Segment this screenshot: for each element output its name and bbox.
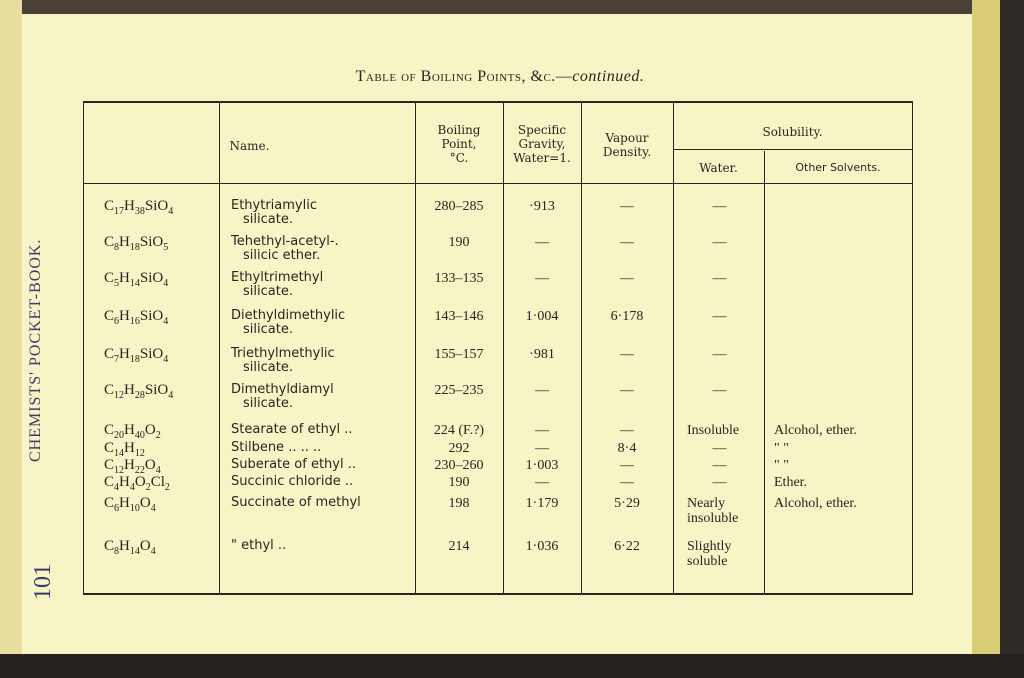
name-line: Succinate of methyl: [231, 495, 361, 510]
water-line: —: [712, 309, 727, 324]
header-water: Water.: [699, 161, 738, 175]
specific-gravity: —: [535, 235, 549, 250]
specific-gravity: 1·004: [525, 309, 559, 324]
formula-cell: $C_6H_{10}O_4$: [104, 495, 156, 514]
compound-name: [231, 347, 415, 375]
boiling-point: 225–235: [434, 383, 484, 398]
water-line: soluble: [687, 554, 728, 569]
water-solubility: [675, 199, 764, 214]
name-line: silicate.: [243, 212, 293, 227]
water-solubility: [675, 496, 776, 526]
water-solubility: [675, 423, 776, 438]
header-line: Vapour: [605, 131, 649, 145]
vapour-density: 6·22: [614, 539, 640, 554]
column-rule: [764, 151, 765, 593]
water-line: —: [712, 441, 727, 456]
vapour-density: —: [620, 475, 634, 490]
name-line: Triethylmethylic: [231, 346, 335, 361]
specific-gravity: 1·003: [525, 458, 559, 473]
page-number: 101: [30, 564, 56, 600]
caption-main: Table of Boiling Points, &c.—: [355, 68, 573, 85]
table-caption: [90, 68, 910, 86]
water-line: Slightly: [687, 539, 732, 554]
boiling-point: 224 (F.?): [433, 423, 485, 438]
header-specific-gravity: [503, 123, 581, 165]
specific-gravity: ·981: [529, 347, 555, 362]
page-top-edge: [0, 0, 990, 14]
other-solvents: " ": [774, 441, 789, 456]
water-line: —: [712, 235, 727, 250]
compound-name: [231, 441, 415, 455]
header-line: Gravity,: [518, 137, 566, 151]
page-left-edge: [0, 0, 22, 660]
vapour-density: —: [620, 458, 634, 473]
other-solvents: " ": [774, 458, 789, 473]
compound-name: [231, 539, 415, 553]
header-line: Boiling: [437, 123, 481, 137]
water-solubility: [675, 475, 764, 490]
header-boiling-point: [415, 123, 503, 165]
boiling-point: 143–146: [434, 309, 484, 324]
boiling-point: 133–135: [434, 271, 484, 286]
specific-gravity: —: [535, 441, 549, 456]
water-line: —: [712, 199, 727, 214]
name-line: silicate.: [243, 322, 293, 337]
other-solvents: Alcohol, ether.: [774, 423, 857, 438]
boiling-point: 214: [448, 539, 470, 554]
water-solubility: [675, 309, 764, 324]
vapour-density: 6·178: [610, 309, 644, 324]
water-solubility: [675, 441, 764, 456]
header-other-solvents: Other Solvents.: [795, 161, 881, 174]
water-solubility: [675, 539, 776, 569]
name-line: silicate.: [243, 284, 293, 299]
vapour-density: —: [620, 423, 634, 438]
compound-name: [231, 496, 415, 510]
water-solubility: [675, 271, 764, 286]
specific-gravity: 1·179: [525, 496, 559, 511]
compound-name: [231, 271, 415, 299]
compound-name: [231, 235, 415, 263]
book-title: CHEMISTS' POCKET-BOOK.: [27, 238, 44, 462]
boiling-point: 280–285: [434, 199, 484, 214]
formula-cell: $C_{20}H_{40}O_2$: [104, 422, 161, 441]
formula-cell: $C_{12}H_{28}SiO_4$: [104, 382, 174, 401]
name-line: Dimethyldiamyl: [231, 382, 334, 397]
water-solubility: [675, 235, 764, 250]
compound-name: [231, 458, 415, 472]
water-line: Insoluble: [687, 423, 740, 438]
formula-cell: $C_7H_{18}SiO_4$: [104, 346, 169, 365]
vapour-density: 8·4: [617, 441, 637, 456]
solubility-rule: [673, 149, 912, 150]
boiling-point: 292: [448, 441, 470, 456]
specific-gravity: —: [535, 383, 549, 398]
water-line: insoluble: [687, 511, 739, 526]
water-line: —: [712, 271, 727, 286]
boiling-points-table: [83, 101, 913, 595]
formula-cell: $C_8H_{18}SiO_5$: [104, 234, 169, 253]
name-line: silicic ether.: [243, 248, 321, 263]
vapour-density: —: [620, 347, 634, 362]
water-line: —: [712, 347, 727, 362]
vapour-density: —: [620, 235, 634, 250]
name-line: Diethyldimethylic: [231, 308, 346, 323]
name-line: silicate.: [243, 360, 293, 375]
specific-gravity: —: [535, 423, 549, 438]
name-line: Suberate of ethyl ..: [231, 457, 356, 472]
specific-gravity: —: [535, 475, 549, 490]
header-line: Water=1.: [513, 151, 571, 165]
formula-cell: $C_{14}H_{12}$: [104, 440, 145, 459]
water-solubility: [675, 383, 764, 398]
boiling-point: 190: [448, 475, 470, 490]
column-rule: [219, 103, 220, 593]
compound-name: [231, 309, 415, 337]
boiling-point: 230–260: [434, 458, 484, 473]
name-line: silicate.: [243, 396, 293, 411]
name-line: Succinic chloride ..: [231, 474, 354, 489]
specific-gravity: —: [535, 271, 549, 286]
header-line: Density.: [602, 145, 652, 159]
compound-name: [231, 199, 415, 227]
formula-cell: $C_8H_{14}O_4$: [104, 538, 156, 557]
formula-cell: $C_5H_{14}SiO_4$: [104, 270, 169, 289]
boiling-point: 198: [448, 496, 470, 511]
header-line: °C.: [449, 151, 469, 165]
name-line: Stearate of ethyl ..: [231, 422, 353, 437]
column-rule: [673, 103, 674, 593]
running-header: [23, 200, 63, 620]
name-line: Ethytriamylic: [231, 198, 317, 213]
water-line: —: [712, 383, 727, 398]
vapour-density: —: [620, 271, 634, 286]
water-solubility: [675, 458, 764, 473]
formula-cell: $C_6H_{16}SiO_4$: [104, 308, 169, 327]
boiling-point: 190: [448, 235, 470, 250]
name-line: " ethyl ..: [231, 538, 287, 553]
other-solvents: Ether.: [774, 475, 808, 490]
water-line: —: [712, 475, 727, 490]
vapour-density: 5·29: [614, 496, 640, 511]
header-name: Name.: [229, 139, 270, 153]
header-vapour-density: [581, 131, 673, 159]
page-right-edge: [972, 0, 1000, 660]
name-line: Ethyltrimethyl: [231, 270, 324, 285]
specific-gravity: 1·036: [525, 539, 559, 554]
formula-cell: $C_{12}H_{22}O_4$: [104, 457, 161, 476]
water-line: —: [712, 458, 727, 473]
vapour-density: —: [620, 199, 634, 214]
header-rule: [84, 183, 912, 184]
name-line: Stilbene .. .. ..: [231, 440, 322, 455]
compound-name: [231, 475, 415, 489]
vapour-density: —: [620, 383, 634, 398]
name-line: Tehethyl-acetyl-.: [231, 234, 339, 249]
header-line: Specific: [517, 123, 567, 137]
formula-cell: $C_{17}H_{38}SiO_4$: [104, 198, 174, 217]
water-line: Nearly: [687, 496, 726, 511]
specific-gravity: ·913: [529, 199, 555, 214]
compound-name: [231, 383, 415, 411]
other-solvents: Alcohol, ether.: [774, 496, 857, 511]
water-solubility: [675, 347, 764, 362]
compound-name: [231, 423, 415, 437]
formula-cell: $C_4H_4O_2Cl_2$: [104, 474, 170, 493]
page-bottom-edge: [0, 654, 1024, 678]
boiling-point: 155–157: [434, 347, 484, 362]
header-solubility: Solubility.: [762, 125, 823, 139]
header-line: Point,: [441, 137, 477, 151]
caption-continued: continued.: [572, 68, 645, 85]
